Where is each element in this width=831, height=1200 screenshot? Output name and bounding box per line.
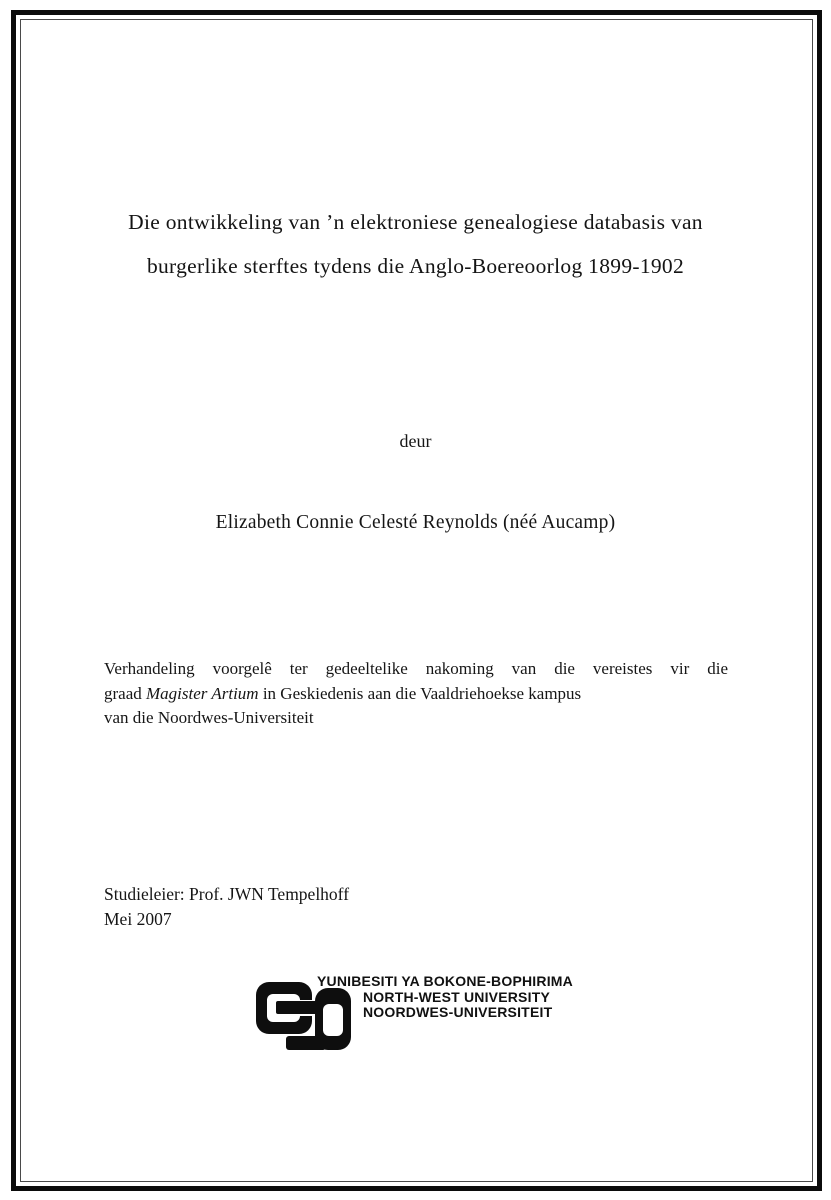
date-line: Mei 2007	[104, 909, 172, 929]
byline-preposition: deur	[399, 431, 432, 451]
submission-line-2-prefix: graad	[104, 683, 147, 703]
thesis-title	[50, 200, 781, 288]
degree-name: Magister Artium	[146, 683, 259, 703]
author-name: Elizabeth Connie Celesté Reynolds (néé Aucamp)	[215, 512, 616, 533]
university-logo	[256, 971, 586, 1051]
thesis-title-line-1: Die ontwikkeling van ’n elektroniese genealogiese databasis van	[128, 210, 703, 234]
university-name-setswana: YUNIBESITI YA BOKONE-BOPHIRIMA	[317, 973, 573, 989]
submission-line-2	[104, 682, 728, 707]
university-name-afrikaans: NOORDWES-UNIVERSITEIT	[363, 1004, 553, 1020]
supervisor-date-block	[104, 882, 349, 932]
submission-line-1: Verhandeling voorgelê ter gedeeltelike nakoming van die vereistes vir die	[104, 659, 728, 678]
supervisor-line: Studieleier: Prof. JWN Tempelhoff	[104, 884, 350, 904]
submission-line-3: van die Noordwes-Universiteit	[104, 708, 314, 727]
submission-line-2-suffix: in Geskiedenis aan die Vaaldriehoekse kampus	[258, 683, 582, 703]
submission-statement	[104, 657, 728, 731]
university-name-english: NORTH-WEST UNIVERSITY	[363, 988, 550, 1005]
university-name-block	[317, 974, 573, 1021]
thesis-title-line-2: burgerlike sterftes tydens die Anglo-Boereoorlog 1899-1902	[146, 254, 685, 278]
